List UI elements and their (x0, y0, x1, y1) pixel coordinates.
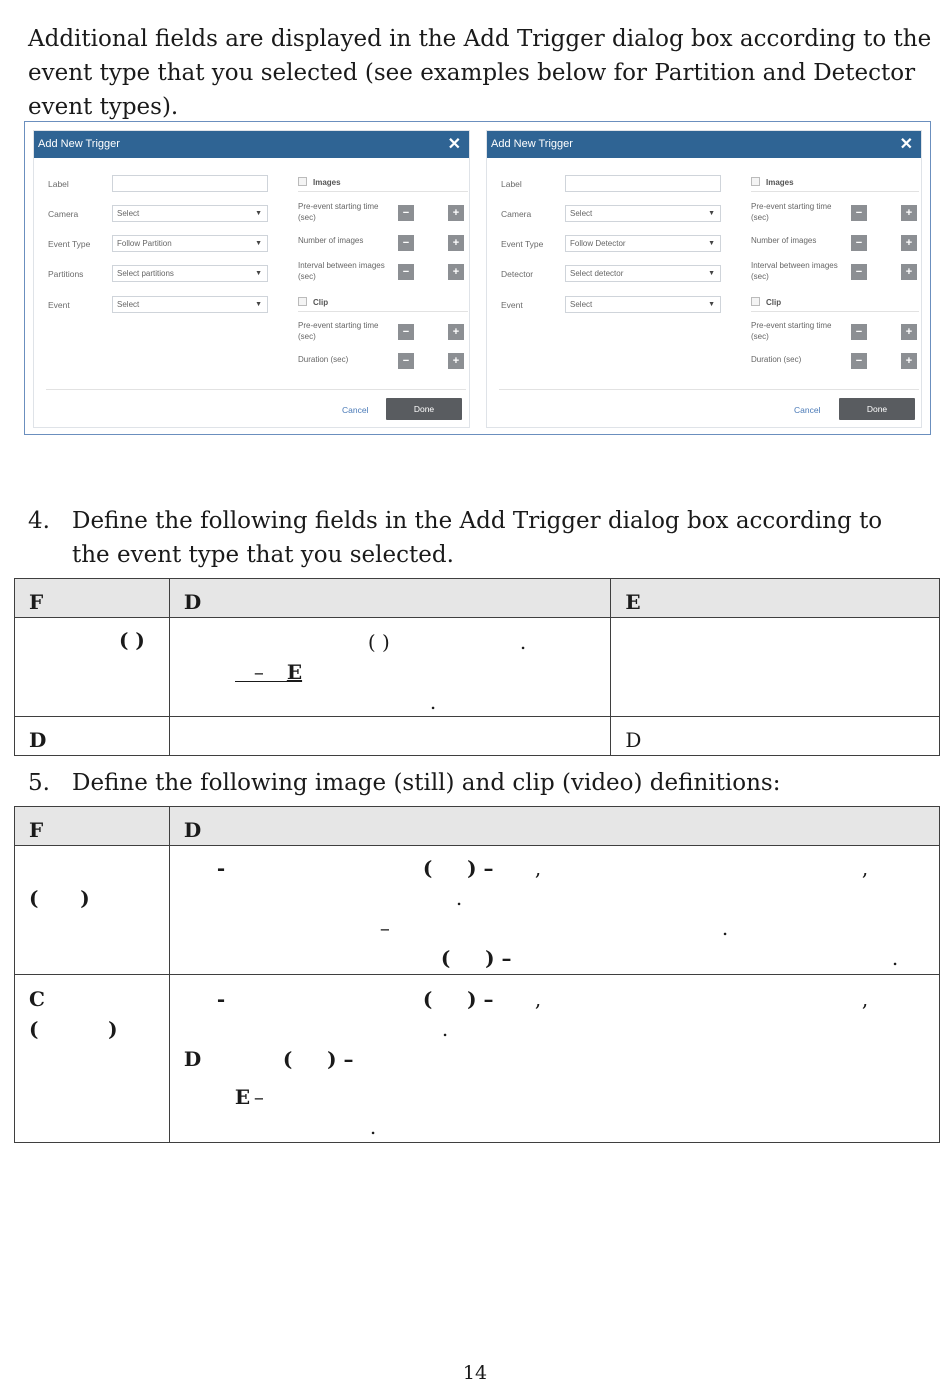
intro-paragraph: Additional fields are displayed in the Add Trigger dialog box according to the event type that you selected (see examples below for Partition and Detector event types). (28, 26, 932, 120)
event-select-value: Select (117, 300, 140, 309)
page-number: 14 (462, 1362, 488, 1382)
table-cell (611, 717, 940, 756)
done-button[interactable]: Done (839, 398, 915, 420)
minus-icon[interactable]: − (851, 324, 867, 340)
camera-field-label: Camera (48, 209, 79, 219)
cell-text: D (183, 1047, 202, 1071)
cell-text (235, 660, 302, 684)
table-row (15, 846, 940, 975)
header-text: F (29, 818, 44, 842)
event-field-label: Event (48, 300, 70, 310)
minus-icon[interactable]: − (851, 264, 867, 280)
event-select[interactable] (565, 296, 721, 313)
minus-icon[interactable]: − (398, 205, 414, 221)
event-select[interactable] (112, 296, 268, 313)
camera-field-label: Camera (501, 209, 532, 219)
pre-event-label: Pre-event starting time (sec) (298, 202, 379, 222)
duration-label: Duration (sec) (298, 355, 349, 364)
cell-text: . (369, 1115, 377, 1139)
interval-label: Interval between images (sec) (298, 261, 385, 281)
clip-checkbox[interactable] (298, 297, 328, 307)
table-cell (169, 975, 939, 1143)
minus-icon[interactable]: − (851, 235, 867, 251)
cell-text: - (216, 987, 226, 1011)
chevron-down-icon: ▼ (255, 210, 262, 217)
camera-select-value: Select (117, 209, 140, 218)
clip-pre-event-stepper[interactable] (851, 324, 917, 341)
cancel-button[interactable]: Cancel (794, 405, 821, 415)
table-header-cell (169, 579, 611, 618)
table-header-row (15, 807, 940, 846)
event-type-select-value: Follow Partition (117, 239, 172, 248)
partitions-select[interactable] (112, 265, 268, 282)
cell-text: ( ) – (440, 946, 512, 970)
minus-icon[interactable]: − (398, 353, 414, 369)
clip-pre-event-stepper[interactable] (398, 324, 464, 341)
done-button[interactable]: Done (386, 398, 462, 420)
table-cell (169, 846, 939, 975)
cell-text: , (534, 856, 542, 880)
images-checkbox[interactable] (751, 177, 794, 187)
dialog-screenshots (24, 121, 931, 435)
divider (751, 191, 919, 192)
cell-text: ( ) – (422, 856, 494, 880)
cell-text: , (861, 987, 869, 1011)
label-input[interactable] (565, 175, 721, 192)
event-select-value: Select (570, 300, 593, 309)
footer-divider (499, 389, 919, 390)
checkbox-icon (751, 297, 760, 306)
table-cell (15, 618, 170, 717)
cell-text: – (253, 1085, 264, 1109)
minus-icon[interactable]: − (851, 353, 867, 369)
checkbox-icon (751, 177, 760, 186)
table-cell (169, 618, 611, 717)
step-number: 5. (28, 770, 50, 796)
image-clip-table (14, 806, 940, 1143)
media-options (298, 131, 470, 429)
divider (751, 311, 919, 312)
event-type-field-label: Event Type (48, 239, 91, 249)
table-cell (611, 618, 940, 717)
cell-text: D (29, 728, 47, 752)
cell-text: D (625, 728, 642, 752)
pre-event-label: Pre-event starting time (sec) (751, 202, 832, 222)
table-row (15, 975, 940, 1143)
event-type-select-value: Follow Detector (570, 239, 626, 248)
plus-icon[interactable]: + (448, 353, 464, 369)
table-row (15, 618, 940, 717)
add-trigger-dialog-partition (33, 130, 470, 428)
camera-select[interactable] (565, 205, 721, 222)
step-text: Define the following fields in the Add Trigger dialog box according to the event type that you selected. (72, 508, 883, 568)
cancel-button[interactable]: Cancel (342, 405, 369, 415)
step-text: Define the following image (still) and clip (video) definitions: (72, 770, 781, 796)
minus-icon[interactable]: − (398, 235, 414, 251)
plus-icon[interactable]: + (448, 264, 464, 280)
clip-checkbox-label: Clip (313, 298, 329, 307)
interval-stepper[interactable] (851, 264, 917, 281)
step-number: 4. (28, 508, 50, 534)
duration-stepper[interactable] (851, 353, 917, 370)
table-header-cell (15, 807, 170, 846)
cell-text: . (721, 916, 729, 940)
chevron-down-icon: ▼ (708, 210, 715, 217)
table-header-cell (169, 807, 939, 846)
cell-text: ( ) – (282, 1047, 354, 1071)
cell-text: . (891, 946, 899, 970)
cell-text: ( ) (29, 886, 90, 910)
detector-select-value: Select detector (570, 269, 624, 278)
detector-select[interactable] (565, 265, 721, 282)
cell-text: , (861, 856, 869, 880)
plus-icon[interactable]: + (901, 353, 917, 369)
table-row (15, 717, 940, 756)
chevron-down-icon: ▼ (708, 240, 715, 247)
number-of-images-label: Number of images (751, 236, 817, 245)
label-input[interactable] (112, 175, 268, 192)
close-icon[interactable]: ✕ (447, 136, 461, 153)
cell-text: . (519, 630, 527, 654)
cell-text: ( ) (29, 1017, 118, 1041)
cell-text: – (253, 660, 264, 684)
table-header-cell (611, 579, 940, 618)
header-text: D (183, 590, 202, 614)
number-of-images-stepper[interactable] (398, 235, 464, 252)
close-icon[interactable]: ✕ (899, 136, 913, 153)
chevron-down-icon: ▼ (708, 301, 715, 308)
header-text: F (29, 590, 44, 614)
clip-checkbox-label: Clip (766, 298, 782, 307)
table-cell (15, 846, 170, 975)
footer-divider (46, 389, 466, 390)
minus-icon[interactable]: − (398, 264, 414, 280)
images-checkbox-label: Images (766, 178, 794, 187)
event-field-label: Event (501, 300, 523, 310)
partitions-select-value: Select partitions (117, 269, 174, 278)
label-field-label: Label (48, 179, 69, 189)
images-checkbox-label: Images (313, 178, 341, 187)
table-cell (15, 975, 170, 1143)
event-type-field-label: Event Type (501, 239, 544, 249)
plus-icon[interactable]: + (901, 324, 917, 340)
divider (298, 191, 468, 192)
duration-label: Duration (sec) (751, 355, 802, 364)
cell-text: ( ) (119, 628, 145, 652)
event-type-select[interactable] (565, 235, 721, 252)
chevron-down-icon: ▼ (255, 270, 262, 277)
images-checkbox[interactable] (298, 177, 341, 187)
partitions-field-label: Partitions (48, 269, 84, 279)
checkbox-icon (298, 297, 307, 306)
interval-label: Interval between images (sec) (751, 261, 838, 281)
clip-pre-event-label: Pre-event starting time (sec) (298, 321, 379, 341)
add-trigger-dialog-detector (486, 130, 922, 428)
duration-stepper[interactable] (398, 353, 464, 370)
cell-text: . (441, 1017, 449, 1041)
table-header-row (15, 579, 940, 618)
plus-icon[interactable]: + (901, 235, 917, 251)
cell-text: – (379, 916, 390, 940)
camera-select-value: Select (570, 209, 593, 218)
detector-field-label: Detector (501, 269, 534, 279)
number-of-images-stepper[interactable] (851, 235, 917, 252)
step-4 (28, 504, 928, 574)
clip-pre-event-label: Pre-event starting time (sec) (751, 321, 832, 341)
cell-text: ( ) – (422, 987, 494, 1011)
label-field-label: Label (501, 179, 522, 189)
cell-text: , (534, 987, 542, 1011)
header-text: E (625, 590, 641, 614)
divider (298, 311, 468, 312)
cell-text: . (429, 690, 437, 714)
media-options (751, 131, 923, 429)
plus-icon[interactable]: + (448, 235, 464, 251)
cell-text: - (216, 856, 226, 880)
plus-icon[interactable]: + (901, 264, 917, 280)
cell-text: C (29, 987, 45, 1011)
cell-text: . (455, 886, 463, 910)
step-5 (28, 766, 928, 802)
fields-table (14, 578, 940, 756)
clip-checkbox[interactable] (751, 297, 781, 307)
dialog-title: Add New Trigger (38, 138, 120, 150)
chevron-down-icon: ▼ (255, 301, 262, 308)
minus-icon[interactable]: − (398, 324, 414, 340)
dialog-title: Add New Trigger (491, 138, 573, 150)
event-type-select[interactable] (112, 235, 268, 252)
number-of-images-label: Number of images (298, 236, 364, 245)
pre-event-stepper[interactable] (398, 205, 464, 222)
plus-icon[interactable]: + (901, 205, 917, 221)
pre-event-stepper[interactable] (851, 205, 917, 222)
cell-text: ( ) (367, 630, 390, 654)
checkbox-icon (298, 177, 307, 186)
cell-text: E (286, 660, 303, 684)
chevron-down-icon: ▼ (255, 240, 262, 247)
minus-icon[interactable]: − (851, 205, 867, 221)
interval-stepper[interactable] (398, 264, 464, 281)
table-cell (15, 717, 170, 756)
table-cell (169, 717, 611, 756)
camera-select[interactable] (112, 205, 268, 222)
chevron-down-icon: ▼ (708, 270, 715, 277)
table-header-cell (15, 579, 170, 618)
cell-text: E (234, 1085, 251, 1109)
header-text: D (183, 818, 202, 842)
plus-icon[interactable]: + (448, 324, 464, 340)
plus-icon[interactable]: + (448, 205, 464, 221)
